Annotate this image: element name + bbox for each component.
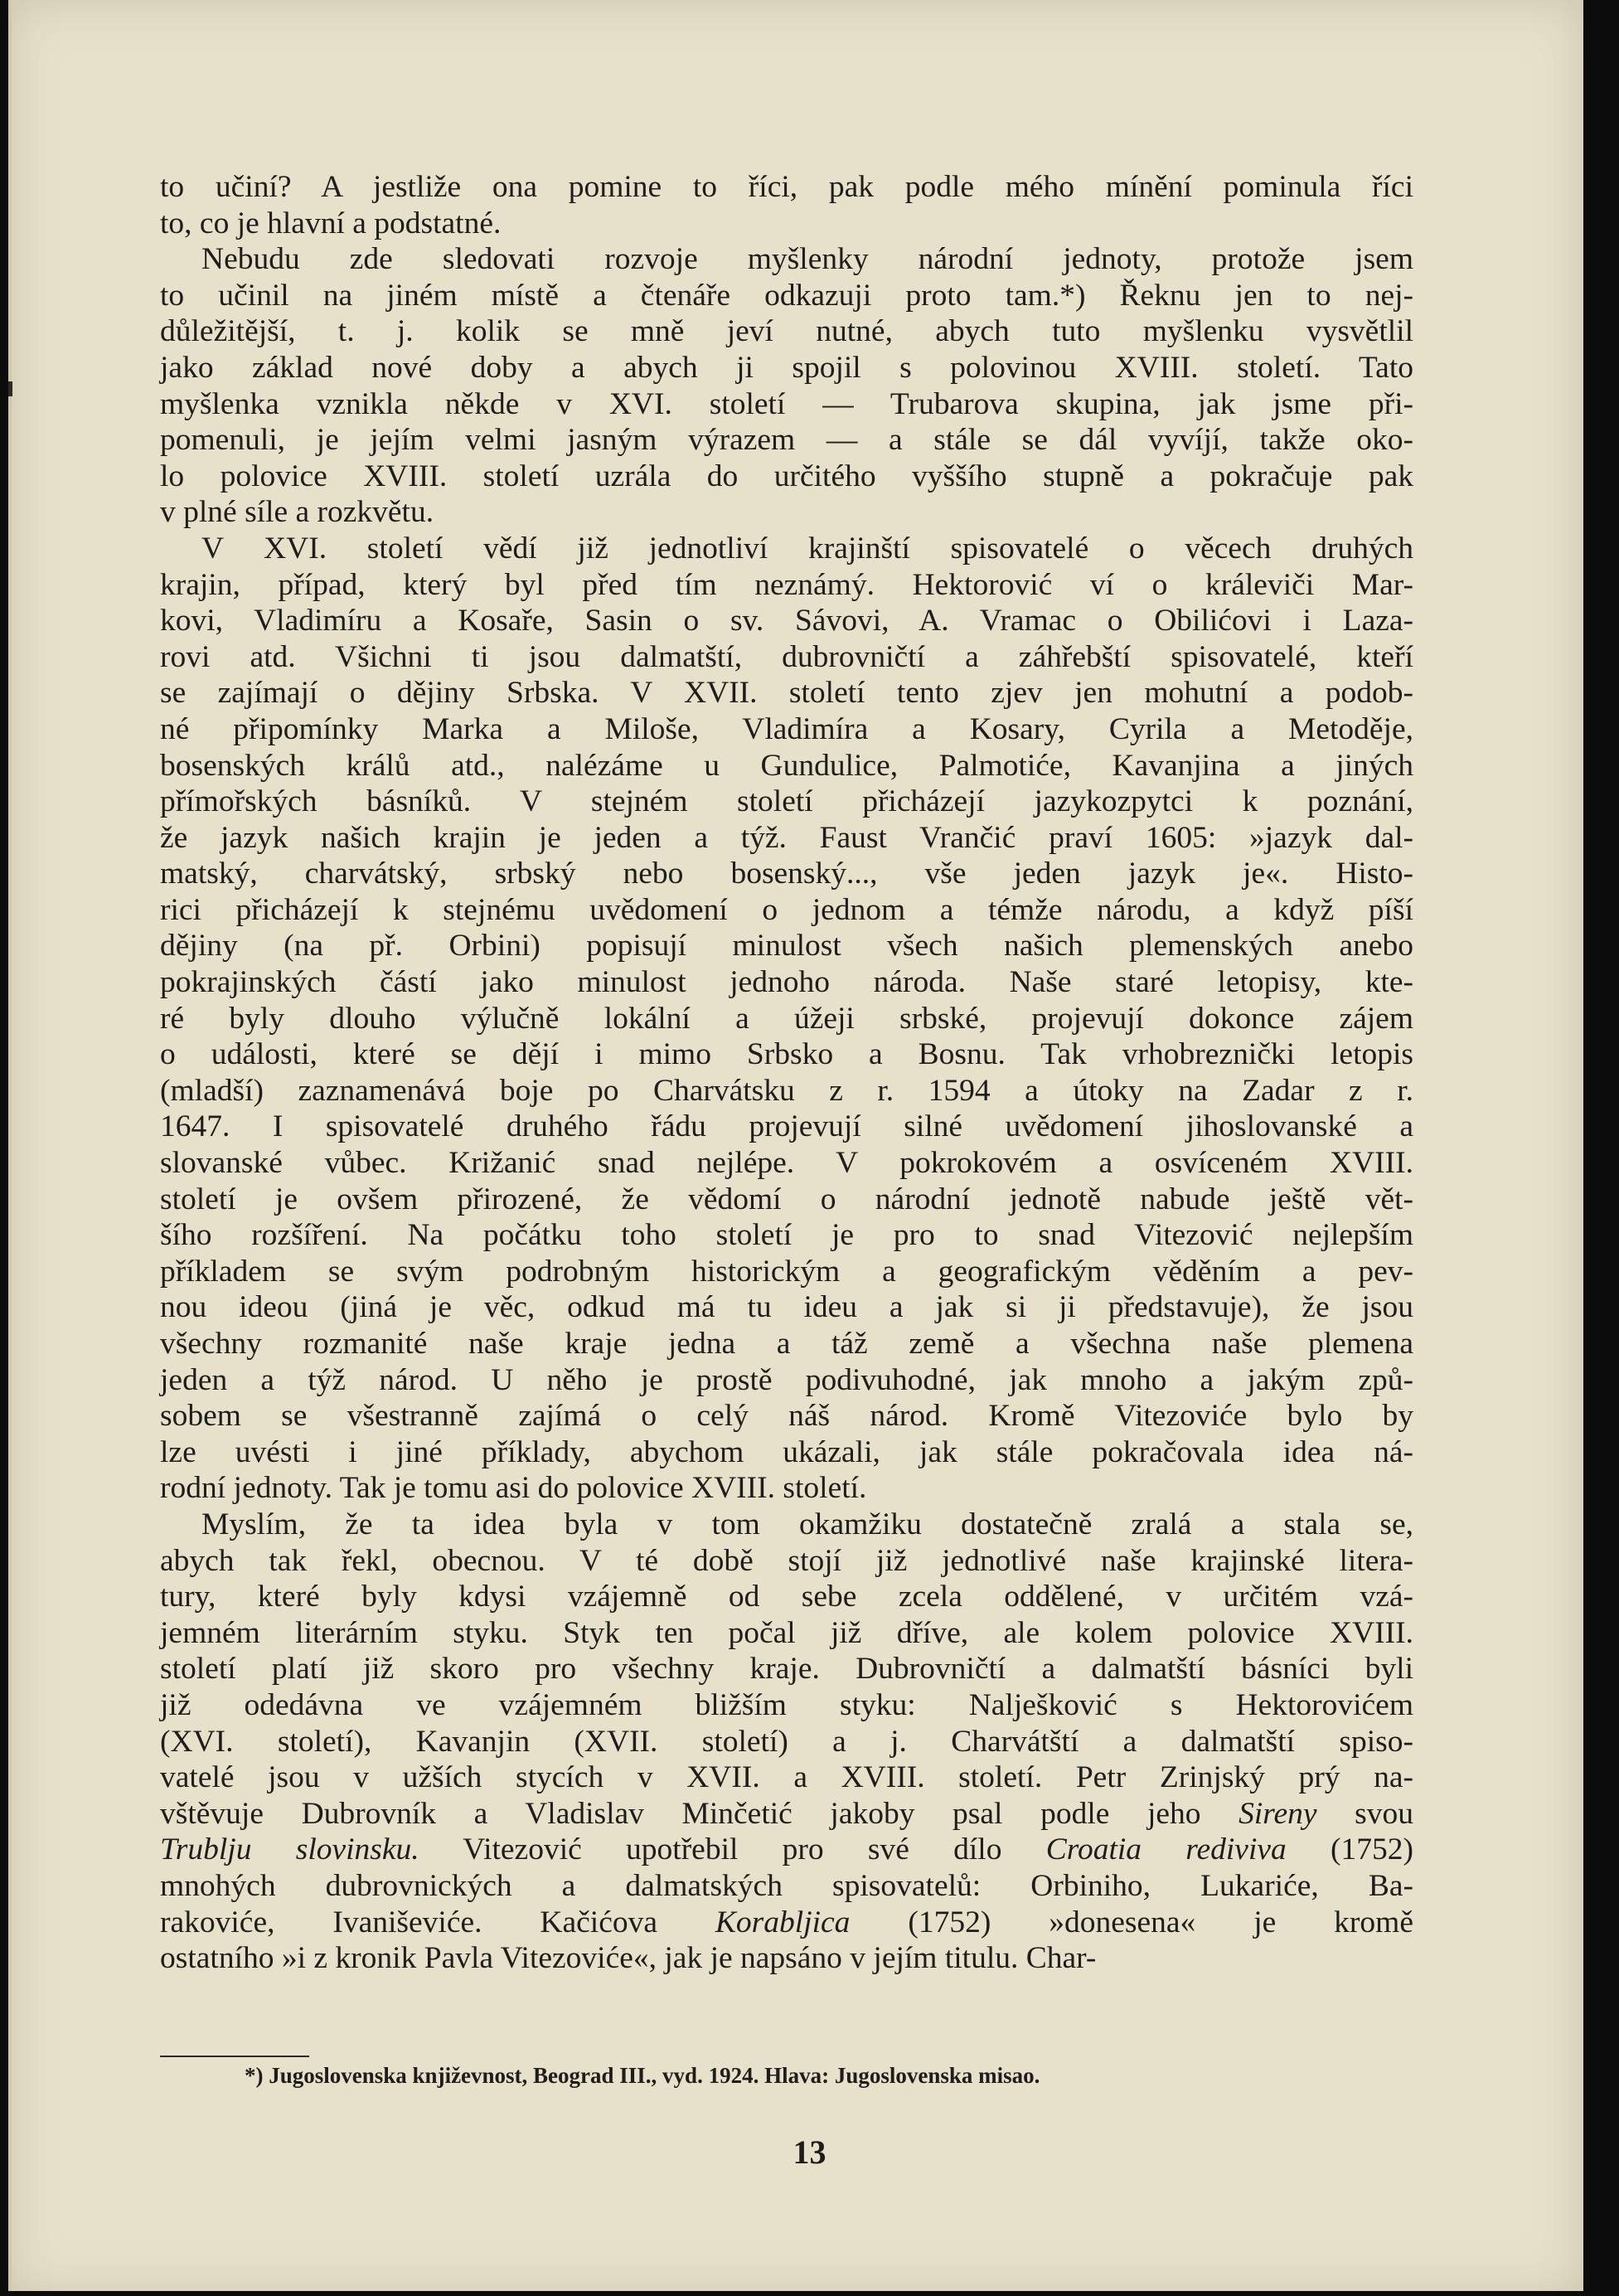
text-line: (mladší) zaznamenává boje po Charvátsku z r. 1594 a útoky na Zadar z r.	[160, 1073, 1413, 1108]
text-line: myšlenka vznikla někde v XVI. století — Trubarova skupina, jak jsme při-	[160, 386, 1413, 421]
text-line: důležitější, t. j. kolik se mně jeví nutné, abych tuto myšlenku vysvětlil	[160, 314, 1413, 349]
text-line: Trublju slovinsku. Vitezović upotřebil pro své dílo Croatia rediviva (1752)	[160, 1832, 1413, 1867]
text-line: to učiní? A jestliže ona pomine to říci, pak podle mého mínění pominula říci	[160, 170, 1413, 204]
text-line: o události, které se dějí i mimo Srbsko a Bosnu. Tak vrhobreznički letopis	[160, 1037, 1413, 1072]
text-line: jeden a týž národ. U něho je prostě podivuhodné, jak mnoho a jakým způ-	[160, 1362, 1413, 1397]
text-line: přímořských básníků. V stejném století přicházejí jazykozpytci k poznání,	[160, 784, 1413, 819]
text-line: se zajímají o dějiny Srbska. V XVII. století tento zjev jen mohutní a podob-	[160, 676, 1413, 711]
text-line: né připomínky Marka a Miloše, Vladimíra a Kosary, Cyrila a Metoděje,	[160, 711, 1413, 746]
page-number: 13	[793, 2133, 826, 2171]
text-line: rici přicházejí k stejnému uvědomení o jednom a témže národu, a když píší	[160, 892, 1413, 927]
text-line: všechny rozmanité naše kraje jedna a táž země a všechna naše plemena	[160, 1327, 1413, 1361]
text-line: pomenuli, je jejím velmi jasným výrazem — a stále se dál vyvíjí, takže oko-	[160, 423, 1413, 458]
text-line: dějiny (na př. Orbini) popisují minulost všech našich plemenských anebo	[160, 929, 1413, 964]
body-text	[160, 169, 1413, 1977]
text-line: tury, které byly kdysi vzájemně od sebe zcela oddělené, v určitém vzá-	[160, 1580, 1413, 1614]
text-line: kovi, Vladimíru a Kosaře, Sasin o sv. Sávovi, A. Vramac o Obilićovi i Laza-	[160, 604, 1413, 638]
text-line: matský, charvátský, srbský nebo bosenský..., vše jeden jazyk je«. Histo-	[160, 857, 1413, 891]
paragraph	[160, 169, 1413, 241]
text-line: sobem se všestranně zajímá o celý náš národ. Kromě Vitezoviće bylo by	[160, 1399, 1413, 1434]
text-line: nou ideou (jiná je věc, odkud má tu ideu a jak si ji představuje), že jsou	[160, 1290, 1413, 1325]
text-line: lo polovice XVIII. století uzrála do určitého vyššího stupně a pokračuje pak	[160, 459, 1413, 493]
text-line: slovanské vůbec. Križanić snad nejlépe. V pokrokovém a osvíceném XVIII.	[160, 1146, 1413, 1181]
text-line: století platí již skoro pro všechny kraje. Dubrovničtí a dalmatští básníci byli	[160, 1652, 1413, 1687]
text-line: ostatního »i z kronik Pavla Vitezoviće«, jak je napsáno v jejím titulu. Char-	[160, 1941, 1097, 1976]
text-line: rovi atd. Všichni ti jsou dalmatští, dubrovničtí a záhřebští spisovatelé, kteří	[160, 639, 1413, 674]
text-line: 1647. I spisovatelé druhého řádu projevují silné uvědomení jihoslovanské a	[160, 1109, 1413, 1144]
text-line: rodní jednoty. Tak je tomu asi do polovice XVIII. století.	[160, 1471, 867, 1506]
paragraph	[160, 1507, 1413, 1977]
text-line: abych tak řekl, obecnou. V té době stojí již jednotlivé naše krajinské litera-	[160, 1543, 1413, 1578]
text-line: to učinil na jiném místě a čtenáře odkazuji proto tam.*) Řeknu jen to nej-	[160, 278, 1413, 313]
footnote: *) Jugoslovenska književnost, Beograd III., vyd. 1924. Hlava: Jugoslovenska misao.	[245, 2063, 1040, 2088]
text-line: Nebudu zde sledovati rozvoje myšlenky národní jednoty, protože jsem	[201, 242, 1413, 277]
text-line: v plné síle a rozkvětu.	[160, 495, 434, 530]
text-line: vatelé jsou v užších stycích v XVII. a XVIII. století. Petr Zrinjský prý na-	[160, 1760, 1413, 1795]
text-line: mnohých dubrovnických a dalmatských spisovatelů: Orbiniho, Lukariće, Ba-	[160, 1868, 1413, 1903]
text-line: krajin, případ, který byl před tím neznámý. Hektorović ví o králeviči Mar-	[160, 567, 1413, 602]
text-line: to, co je hlavní a podstatné.	[160, 206, 502, 240]
text-line: (XVI. století), Kavanjin (XVII. století) a j. Charvátští a dalmatští spiso-	[160, 1724, 1413, 1759]
text-line: lze uvésti i jiné příklady, abychom ukázali, jak stále pokračovala idea ná-	[160, 1434, 1413, 1469]
text-line: ré byly dlouho výlučně lokální a úžeji srbské, projevují dokonce zájem	[160, 1001, 1413, 1036]
text-line: že jazyk našich krajin je jeden a týž. Faust Vrančić praví 1605: »jazyk dal-	[160, 820, 1413, 855]
text-line: již odedávna ve vzájemném bližším styku: Nalješković s Hektorovićem	[160, 1687, 1413, 1722]
paragraph	[160, 241, 1413, 531]
text-line: Myslím, že ta idea byla v tom okamžiku dostatečně zralá a stala se,	[201, 1507, 1413, 1541]
text-line: pokrajinských částí jako minulost jednoho národa. Naše staré letopisy, kte-	[160, 965, 1413, 1000]
binding-edge	[8, 0, 12, 2296]
text-line: století je ovšem přirozené, že vědomí o národní jednotě nabude ještě vět-	[160, 1182, 1413, 1216]
text-line: V XVI. století vědí již jednotliví krajinští spisovatelé o věcech druhých	[201, 531, 1413, 566]
text-line: rakoviće, Ivaniševiće. Kačićova Korabljica (1752) »donesena« je kromě	[160, 1905, 1413, 1939]
text-line: vštěvuje Dubrovník a Vladislav Minčetić jakoby psal podle jeho Sireny svou	[160, 1796, 1414, 1831]
text-line: šího rozšíření. Na počátku toho století je pro to snad Vitezović nejlepším	[160, 1218, 1413, 1253]
margin-mark	[8, 381, 12, 396]
footnote-rule	[160, 2056, 309, 2057]
text-line: jako základ nové doby a abych ji spojil s polovinou XVIII. století. Tato	[160, 350, 1413, 385]
text-line: příkladem se svým podrobným historickým a geografickým věděním a pev-	[160, 1254, 1413, 1289]
scan-edge	[0, 2291, 1619, 2296]
text-line: jemném literárním styku. Styk ten počal již dříve, ale kolem polovice XVIII.	[160, 1615, 1413, 1650]
text-line: bosenských králů atd., nalézáme u Gundulice, Palmotiće, Kavanjina a jiných	[160, 748, 1413, 783]
paragraph	[160, 531, 1413, 1507]
